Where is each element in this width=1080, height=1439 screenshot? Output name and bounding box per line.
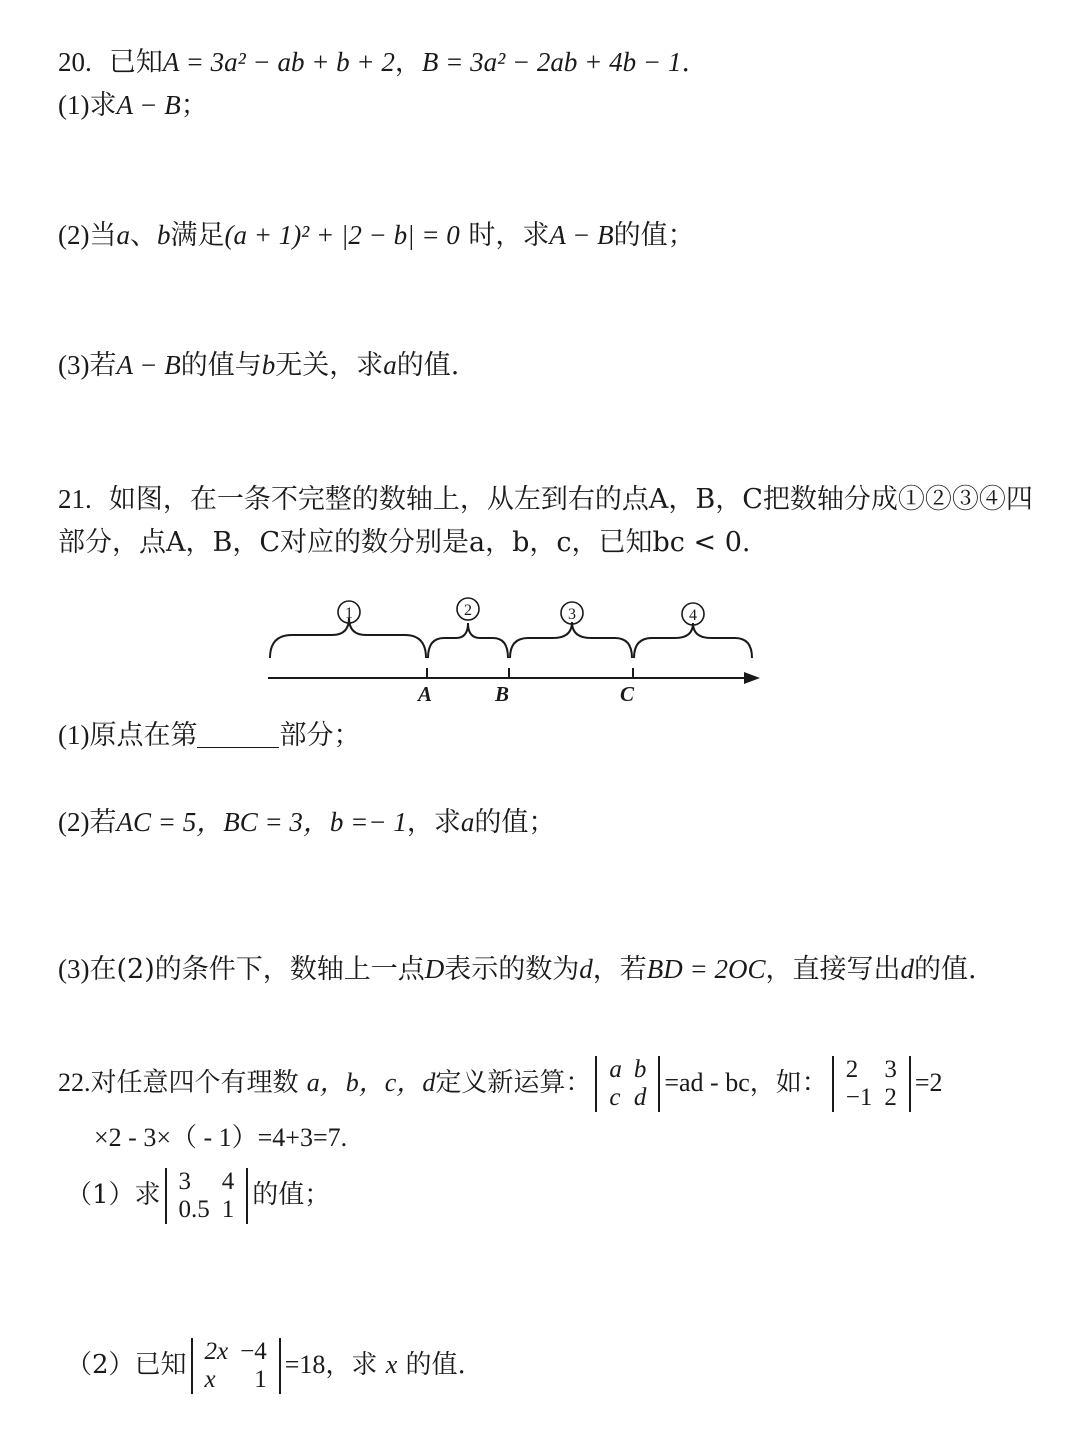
q21-p1-t1: 原点在第 xyxy=(89,720,198,751)
q20-end: . xyxy=(681,47,690,78)
q22-vars: a，b，c，d xyxy=(306,1068,436,1097)
q20-p3-expr: A − B xyxy=(116,350,181,380)
q21-p3-t4: ，直接写出 xyxy=(765,954,901,985)
q20-number: 20. xyxy=(58,47,92,77)
q21-p3-cond: BD = 2OC xyxy=(646,954,766,984)
ex-det-d: 2 xyxy=(884,1084,897,1111)
q21-p2-a: a xyxy=(460,807,475,837)
q22-stem-line1 xyxy=(58,1054,943,1112)
q20-expr-b: B = 3a² − 2ab + 4b − 1 xyxy=(421,47,682,77)
q20-p2-cond: (a + 1)² + |2 − b| = 0 xyxy=(224,220,460,250)
q22-number: 22. xyxy=(58,1068,91,1097)
q20-p2-t4: 时，求 xyxy=(459,220,550,251)
q20-p3-t4: 的值. xyxy=(396,350,460,381)
point-label-a: A xyxy=(417,682,433,706)
q21-p2-t2: ，求 xyxy=(406,807,461,838)
q22-t1: 对任意四个有理数 xyxy=(90,1068,299,1098)
q21-p2-label: (2) xyxy=(58,807,90,837)
brace-region-4 xyxy=(634,623,752,658)
ex-det-a: 2 xyxy=(845,1056,859,1083)
q20-stem xyxy=(58,44,690,81)
q20-p3-t2: 的值与 xyxy=(180,350,262,381)
q22-part1 xyxy=(66,1166,330,1224)
answer-blank xyxy=(197,721,279,748)
q21-number: 21. xyxy=(58,484,92,514)
q21-p3-t5: 的值. xyxy=(913,954,977,985)
region-num-1: 1 xyxy=(345,605,353,622)
q22-def-eq: =ad - bc，如： xyxy=(664,1068,828,1097)
q20-p2-t1: 当 xyxy=(89,220,117,251)
p1-det-a: 3 xyxy=(178,1168,192,1195)
p2-det-c: x xyxy=(204,1366,216,1393)
q20-p3-label: (3) xyxy=(58,350,90,380)
q21-p1-t2: 部分； xyxy=(279,720,361,751)
region-num-4: 4 xyxy=(689,607,697,624)
q22-line2: ×2 - 3×（ - 1）=4+3=7. xyxy=(94,1123,348,1152)
q21-p3-t2: 表示的数为 xyxy=(444,954,580,985)
q22-t2: 定义新运算： xyxy=(435,1068,592,1098)
q22-p1-label: （1）求 xyxy=(66,1180,161,1210)
q21-part1 xyxy=(58,717,360,754)
q20-part2 xyxy=(58,217,695,254)
q20-p3-a: a xyxy=(383,350,397,380)
det-d: d xyxy=(633,1084,647,1111)
p2-det-d: 1 xyxy=(254,1366,267,1393)
q20-p3-b: b xyxy=(261,350,276,380)
brace-region-2 xyxy=(428,623,508,658)
q20-p3-t1: 若 xyxy=(89,350,117,381)
q20-p2-a: a xyxy=(116,220,130,250)
q20-p2-b: b xyxy=(156,220,171,250)
q21-p3-d2: d xyxy=(900,954,914,984)
q20-p2-label: (2) xyxy=(58,220,90,250)
q21-part2 xyxy=(58,804,555,841)
q22-p2-x: x xyxy=(385,1350,398,1379)
q21-p3-D: D xyxy=(424,954,445,984)
definition-determinant xyxy=(595,1056,660,1112)
axis-arrow xyxy=(744,672,760,684)
region-num-2: 2 xyxy=(464,602,472,619)
q21-p3-d: d xyxy=(579,954,593,984)
det-c: c xyxy=(609,1084,621,1111)
q20-p1-text: 求 xyxy=(89,90,117,121)
brace-region-3 xyxy=(510,622,632,658)
q20-p1-expr: A − B xyxy=(116,90,181,120)
q21-p3-label: (3) xyxy=(58,954,90,984)
q21-stem-line1 xyxy=(58,481,1033,518)
q21-p3-t1: 在(2)的条件下，数轴上一点 xyxy=(89,954,425,985)
q20-part1 xyxy=(58,87,208,124)
part1-determinant xyxy=(165,1168,249,1224)
q20-p2-t2: 、 xyxy=(129,220,157,251)
q22-part2 xyxy=(66,1336,466,1394)
q21-part3 xyxy=(58,951,977,988)
q20-p1-label: (1) xyxy=(58,90,90,120)
p2-det-b: −4 xyxy=(240,1338,267,1365)
q21-line2: 部分，点A，B，C对应的数分别是a，b，c，已知bc < 0. xyxy=(58,527,751,558)
q21-p2-cond: AC = 5，BC = 3，b =− 1 xyxy=(116,807,407,837)
q20-p3-t3: 无关，求 xyxy=(275,350,384,381)
q20-p2-t3: 满足 xyxy=(170,220,225,251)
q21-line1: 如图，在一条不完整的数轴上，从左到右的点A，B，C把数轴分成①②③④四 xyxy=(108,484,1033,515)
point-label-c: C xyxy=(619,682,635,706)
q20-part3 xyxy=(58,347,459,384)
ex-det-b: 3 xyxy=(884,1056,897,1083)
q21-p1-label: (1) xyxy=(58,720,90,750)
q22-ex-eq: =2 xyxy=(914,1068,943,1097)
brace-region-1 xyxy=(270,618,426,658)
p1-det-d: 1 xyxy=(221,1196,235,1223)
number-line-figure xyxy=(250,588,780,713)
q21-p2-t3: 的值； xyxy=(474,807,556,838)
p2-det-a: 2x xyxy=(204,1338,229,1365)
part2-determinant xyxy=(191,1338,281,1394)
q20-p2-expr: A − B xyxy=(549,220,614,250)
q22-p1-t: 的值； xyxy=(252,1180,331,1210)
q20-p1-end: ； xyxy=(180,90,208,121)
p1-det-c: 0.5 xyxy=(178,1196,210,1223)
p1-det-b: 4 xyxy=(221,1168,235,1195)
q20-p2-t5: 的值； xyxy=(613,220,695,251)
ex-det-c: −1 xyxy=(845,1084,873,1111)
example-determinant xyxy=(832,1056,911,1112)
q21-p2-t1: 若 xyxy=(89,807,117,838)
q20-intro: 已知 xyxy=(108,47,163,78)
q22-p2-t: 的值. xyxy=(405,1350,466,1380)
det-b: b xyxy=(633,1056,647,1083)
point-label-b: B xyxy=(494,682,510,706)
q20-expr-a: A = 3a² − ab + b + 2 xyxy=(162,47,395,77)
q22-p2-eq: =18，求 xyxy=(284,1350,378,1379)
det-a: a xyxy=(609,1056,622,1083)
q21-p3-t3: ，若 xyxy=(592,954,647,985)
q22-p2-label: （2）已知 xyxy=(66,1350,187,1380)
q22-stem-line2 xyxy=(94,1120,347,1156)
q21-stem-line2 xyxy=(58,525,750,561)
q20-sep: ， xyxy=(394,47,422,78)
region-num-3: 3 xyxy=(568,606,576,623)
